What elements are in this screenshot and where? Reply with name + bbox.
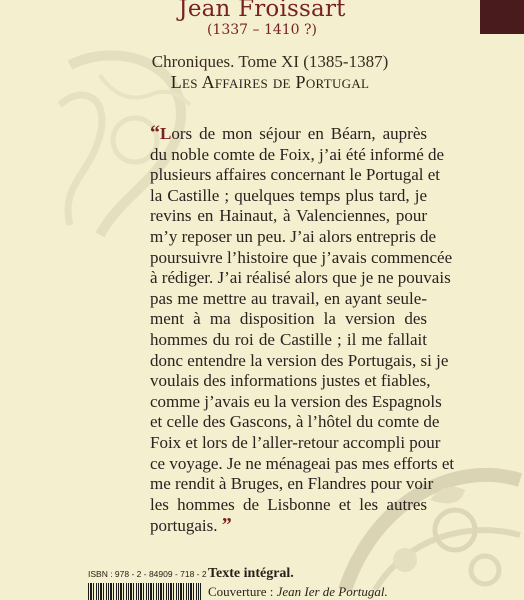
quote-line: Foix et lors de l’aller-retour accompli pour bbox=[150, 432, 441, 452]
quote-line: et celle des Gascons, à l’hôtel du comte de bbox=[150, 412, 440, 432]
quote-line: à rédiger. J’ai réalisé alors que je ne pouvais bbox=[150, 268, 451, 288]
quote-line bbox=[150, 515, 427, 537]
author-name: Jean Froissart bbox=[178, 0, 346, 22]
quote-line-text: ors de mon séjour en Béarn, auprès bbox=[171, 124, 427, 143]
barcode bbox=[88, 583, 201, 600]
cover-credit-label: Couverture : bbox=[208, 584, 274, 599]
quote-line: poursuivre l’histoire que j’avais commencée bbox=[150, 247, 453, 267]
open-quote-mark: “ bbox=[150, 122, 160, 144]
quote-line: du noble comte de Foix, j’ai été informé de bbox=[150, 144, 445, 164]
isbn-number: ISBN : 978 - 2 - 84909 - 718 - 2 bbox=[88, 569, 207, 579]
quote-line: donc entendre la version des Portugais, si je bbox=[150, 350, 449, 370]
quote-line: hommes du roi de Castille ; il me fallait bbox=[150, 329, 427, 349]
drop-cap: L bbox=[160, 124, 172, 143]
series-title: Chroniques. Tome XI (1385-1387) bbox=[151, 52, 389, 71]
quote-line bbox=[150, 123, 427, 145]
book-subtitle: Les Affaires de Portugal bbox=[170, 72, 370, 92]
quote-line: la Castille ; quelques temps plus tard, je bbox=[150, 185, 427, 205]
cover-credit bbox=[208, 584, 388, 600]
close-quote-mark: ” bbox=[221, 514, 232, 537]
quote-line-text: portugais. bbox=[150, 516, 218, 536]
quote-line: m’y reposer un peu. J’ai alors entrepris de bbox=[150, 226, 437, 246]
quote-line: me rendit à Bruges, en Flandres pour voir bbox=[150, 474, 434, 494]
quote-line: ce voyage. Je ne ménageai pas mes efforts et bbox=[150, 453, 455, 473]
quote-block bbox=[150, 122, 455, 537]
full-text-label: Texte intégral. bbox=[208, 566, 294, 581]
quote-line: comme j’avais eu la version des Espagnols bbox=[150, 391, 442, 411]
quote-line: voulais des informations justes et fiables, bbox=[150, 371, 431, 391]
quote-line: revins en Hainaut, à Valenciennes, pour bbox=[150, 206, 427, 226]
author-dates: (1337 – 1410 ?) bbox=[206, 22, 318, 38]
quote-line: plusieurs affaires concernant le Portugal et bbox=[150, 165, 440, 185]
cover-credit-value: Jean Ier de Portugal. bbox=[276, 584, 388, 599]
quote-line: pas me mettre au travail, en ayant seule- bbox=[150, 288, 427, 308]
quote-line: ment à ma disposition la version des bbox=[150, 309, 427, 329]
quote-line: les hommes de Lisbonne et les autres bbox=[150, 494, 427, 514]
